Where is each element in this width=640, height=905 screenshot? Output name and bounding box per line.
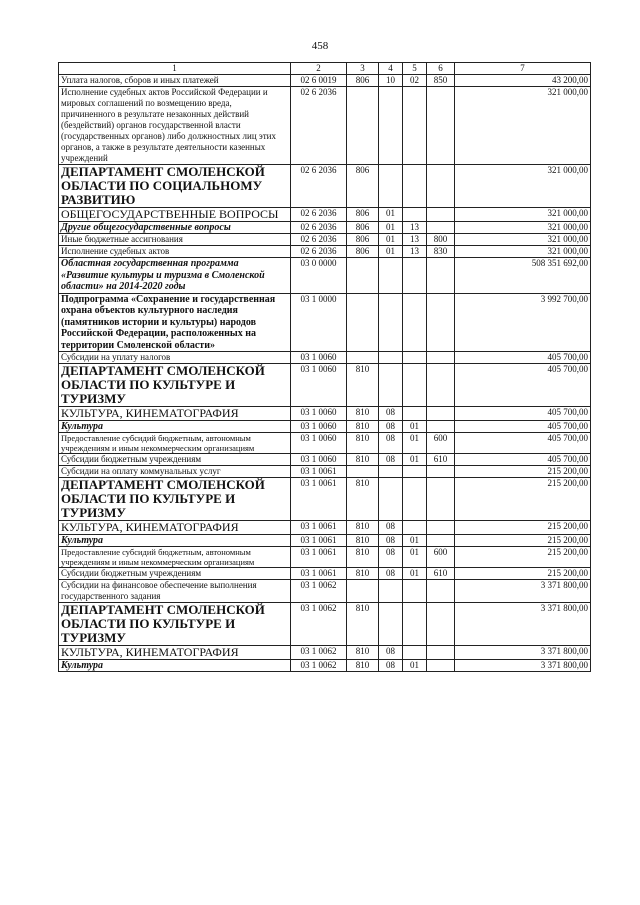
row-subsection-code (403, 208, 427, 222)
row-section-code (379, 352, 403, 364)
table-row (59, 165, 591, 208)
row-name: Субсидии на финансовое обеспечение выполнения государственного задания (59, 580, 291, 603)
row-amount: 321 000,00 (455, 246, 591, 258)
header-col-2: 2 (291, 63, 347, 75)
row-grbs-code: 810 (347, 454, 379, 466)
row-section-code (379, 293, 403, 352)
row-amount: 321 000,00 (455, 87, 591, 165)
row-name: Культура (59, 535, 291, 547)
row-subsection-code: 01 (403, 568, 427, 580)
table-row (59, 454, 591, 466)
row-amount: 43 200,00 (455, 75, 591, 87)
row-grbs-code: 810 (347, 660, 379, 672)
row-target-code: 03 1 0060 (291, 433, 347, 454)
row-expense-type-code (427, 352, 455, 364)
row-grbs-code: 806 (347, 75, 379, 87)
row-amount: 321 000,00 (455, 234, 591, 246)
row-amount: 405 700,00 (455, 454, 591, 466)
row-subsection-code (403, 521, 427, 535)
row-target-code: 03 1 0060 (291, 364, 347, 407)
row-subsection-code: 13 (403, 222, 427, 234)
row-name: Подпрограмма «Сохранение и государственная охрана объектов культурного наследия (памятников истории и культуры) народов Российской Федерации, расположенных на территории Смоленской области» (59, 293, 291, 352)
row-name: КУЛЬТУРА, КИНЕМАТОГРАФИЯ (59, 646, 291, 660)
row-target-code: 03 1 0061 (291, 547, 347, 568)
table-row (59, 433, 591, 454)
row-amount: 3 371 800,00 (455, 660, 591, 672)
row-grbs-code: 810 (347, 646, 379, 660)
row-amount: 321 000,00 (455, 222, 591, 234)
row-amount: 321 000,00 (455, 165, 591, 208)
row-target-code: 03 1 0061 (291, 478, 347, 521)
row-name: Предоставление субсидий бюджетным, автономным учреждениям и иным некоммерческим организациям (59, 547, 291, 568)
table-row (59, 660, 591, 672)
table-row (59, 407, 591, 421)
row-grbs-code: 810 (347, 407, 379, 421)
row-name: Субсидии бюджетным учреждениям (59, 568, 291, 580)
row-section-code (379, 478, 403, 521)
row-subsection-code: 01 (403, 660, 427, 672)
row-expense-type-code: 850 (427, 75, 455, 87)
row-target-code: 03 1 0061 (291, 568, 347, 580)
table-row (59, 246, 591, 258)
row-expense-type-code (427, 646, 455, 660)
row-amount: 215 200,00 (455, 535, 591, 547)
header-row (59, 63, 591, 75)
row-expense-type-code (427, 165, 455, 208)
table-row (59, 535, 591, 547)
row-target-code: 03 1 0060 (291, 407, 347, 421)
row-grbs-code: 810 (347, 603, 379, 646)
row-target-code: 03 1 0061 (291, 466, 347, 478)
table-row (59, 222, 591, 234)
row-name: Предоставление субсидий бюджетным, автономным учреждениям и иным некоммерческим организациям (59, 433, 291, 454)
row-name: Уплата налогов, сборов и иных платежей (59, 75, 291, 87)
table-row (59, 580, 591, 603)
row-expense-type-code (427, 466, 455, 478)
row-subsection-code (403, 466, 427, 478)
row-target-code: 03 1 0062 (291, 580, 347, 603)
row-target-code: 03 1 0062 (291, 646, 347, 660)
header-col-4: 4 (379, 63, 403, 75)
row-section-code (379, 258, 403, 294)
row-section-code: 08 (379, 547, 403, 568)
row-name: КУЛЬТУРА, КИНЕМАТОГРАФИЯ (59, 521, 291, 535)
row-amount: 3 371 800,00 (455, 603, 591, 646)
table-row (59, 521, 591, 535)
row-section-code: 01 (379, 246, 403, 258)
table-row (59, 258, 591, 294)
row-grbs-code: 806 (347, 246, 379, 258)
row-expense-type-code (427, 478, 455, 521)
header-col-7: 7 (455, 63, 591, 75)
row-target-code: 02 6 2036 (291, 234, 347, 246)
row-section-code: 01 (379, 234, 403, 246)
row-subsection-code: 13 (403, 234, 427, 246)
row-section-code: 08 (379, 421, 403, 433)
row-target-code: 03 1 0000 (291, 293, 347, 352)
table-row (59, 234, 591, 246)
row-name: Исполнение судебных актов Российской Федерации и мировых соглашений по возмещению вреда, причиненного в результате незаконных действий (бездействий) органов государственной власти (государственных органов) либо должностных лиц этих органов, а также в результате деятельности казенных учреждений (59, 87, 291, 165)
row-section-code (379, 364, 403, 407)
row-grbs-code: 806 (347, 222, 379, 234)
row-amount: 508 351 692,00 (455, 258, 591, 294)
row-section-code: 08 (379, 646, 403, 660)
row-amount: 321 000,00 (455, 208, 591, 222)
row-expense-type-code: 610 (427, 454, 455, 466)
row-grbs-code (347, 87, 379, 165)
row-section-code: 08 (379, 407, 403, 421)
row-subsection-code (403, 580, 427, 603)
table-row (59, 603, 591, 646)
row-subsection-code (403, 478, 427, 521)
row-grbs-code (347, 352, 379, 364)
row-subsection-code: 01 (403, 454, 427, 466)
row-name: Иные бюджетные ассигнования (59, 234, 291, 246)
table-row (59, 421, 591, 433)
row-expense-type-code: 830 (427, 246, 455, 258)
table-row (59, 568, 591, 580)
row-amount: 3 371 800,00 (455, 580, 591, 603)
row-section-code (379, 603, 403, 646)
table-row (59, 87, 591, 165)
row-amount: 215 200,00 (455, 521, 591, 535)
row-subsection-code (403, 258, 427, 294)
row-name: ДЕПАРТАМЕНТ СМОЛЕНСКОЙ ОБЛАСТИ ПО КУЛЬТУРЕ И ТУРИЗМУ (59, 364, 291, 407)
row-grbs-code (347, 580, 379, 603)
row-section-code: 08 (379, 660, 403, 672)
row-name: Субсидии на оплату коммунальных услуг (59, 466, 291, 478)
row-expense-type-code (427, 222, 455, 234)
header-col-5: 5 (403, 63, 427, 75)
row-target-code: 03 1 0061 (291, 521, 347, 535)
row-subsection-code (403, 352, 427, 364)
row-target-code: 02 6 2036 (291, 246, 347, 258)
row-grbs-code: 806 (347, 234, 379, 246)
row-amount: 3 992 700,00 (455, 293, 591, 352)
table-row (59, 352, 591, 364)
row-name: Областная государственная программа «Развитие культуры и туризма в Смоленской области» на 2014-2020 годы (59, 258, 291, 294)
row-target-code: 03 1 0062 (291, 660, 347, 672)
row-grbs-code (347, 293, 379, 352)
row-target-code: 03 1 0060 (291, 454, 347, 466)
row-expense-type-code (427, 87, 455, 165)
table-row (59, 364, 591, 407)
row-grbs-code: 810 (347, 433, 379, 454)
page-number: 458 (311, 40, 329, 52)
row-expense-type-code (427, 407, 455, 421)
row-amount: 3 371 800,00 (455, 646, 591, 660)
table-row (59, 208, 591, 222)
row-target-code: 02 6 2036 (291, 87, 347, 165)
row-subsection-code: 13 (403, 246, 427, 258)
table-body (59, 75, 591, 672)
row-expense-type-code (427, 535, 455, 547)
table-header (59, 63, 591, 75)
row-expense-type-code (427, 364, 455, 407)
row-expense-type-code: 600 (427, 433, 455, 454)
budget-table (58, 62, 591, 672)
row-section-code: 10 (379, 75, 403, 87)
table-row (59, 293, 591, 352)
header-col-6: 6 (427, 63, 455, 75)
row-subsection-code: 01 (403, 433, 427, 454)
row-subsection-code: 01 (403, 421, 427, 433)
row-target-code: 02 6 2036 (291, 208, 347, 222)
row-section-code (379, 165, 403, 208)
row-expense-type-code: 600 (427, 547, 455, 568)
row-amount: 405 700,00 (455, 364, 591, 407)
row-grbs-code (347, 466, 379, 478)
row-name: Культура (59, 421, 291, 433)
row-grbs-code: 810 (347, 547, 379, 568)
row-target-code: 02 6 0019 (291, 75, 347, 87)
row-name: ОБЩЕГОСУДАРСТВЕННЫЕ ВОПРОСЫ (59, 208, 291, 222)
row-expense-type-code: 800 (427, 234, 455, 246)
row-target-code: 02 6 2036 (291, 165, 347, 208)
row-expense-type-code: 610 (427, 568, 455, 580)
row-target-code: 03 1 0060 (291, 352, 347, 364)
row-amount: 215 200,00 (455, 466, 591, 478)
row-target-code: 03 1 0061 (291, 535, 347, 547)
row-amount: 215 200,00 (455, 547, 591, 568)
header-col-1: 1 (59, 63, 291, 75)
row-name: Субсидии бюджетным учреждениям (59, 454, 291, 466)
row-name: КУЛЬТУРА, КИНЕМАТОГРАФИЯ (59, 407, 291, 421)
row-grbs-code: 810 (347, 421, 379, 433)
row-subsection-code (403, 364, 427, 407)
row-grbs-code: 806 (347, 165, 379, 208)
row-expense-type-code (427, 208, 455, 222)
row-amount: 215 200,00 (455, 478, 591, 521)
row-grbs-code (347, 258, 379, 294)
row-expense-type-code (427, 258, 455, 294)
row-name: ДЕПАРТАМЕНТ СМОЛЕНСКОЙ ОБЛАСТИ ПО КУЛЬТУРЕ И ТУРИЗМУ (59, 603, 291, 646)
row-name: Субсидии на уплату налогов (59, 352, 291, 364)
row-section-code: 01 (379, 208, 403, 222)
table-row (59, 466, 591, 478)
table-row (59, 547, 591, 568)
row-grbs-code: 810 (347, 568, 379, 580)
row-expense-type-code (427, 521, 455, 535)
row-expense-type-code (427, 580, 455, 603)
row-name: Исполнение судебных актов (59, 246, 291, 258)
row-amount: 405 700,00 (455, 421, 591, 433)
row-subsection-code (403, 293, 427, 352)
row-grbs-code: 810 (347, 478, 379, 521)
row-target-code: 03 0 0000 (291, 258, 347, 294)
row-subsection-code: 01 (403, 547, 427, 568)
header-col-3: 3 (347, 63, 379, 75)
row-expense-type-code (427, 293, 455, 352)
row-expense-type-code (427, 603, 455, 646)
row-section-code: 08 (379, 535, 403, 547)
table-row (59, 478, 591, 521)
row-grbs-code: 810 (347, 535, 379, 547)
row-expense-type-code (427, 660, 455, 672)
row-name: Другие общегосударственные вопросы (59, 222, 291, 234)
row-subsection-code: 02 (403, 75, 427, 87)
row-subsection-code (403, 87, 427, 165)
row-amount: 405 700,00 (455, 407, 591, 421)
row-section-code (379, 87, 403, 165)
row-expense-type-code (427, 421, 455, 433)
row-section-code: 01 (379, 222, 403, 234)
row-section-code (379, 580, 403, 603)
table-row (59, 646, 591, 660)
row-grbs-code: 806 (347, 208, 379, 222)
row-section-code: 08 (379, 521, 403, 535)
row-subsection-code (403, 646, 427, 660)
row-section-code: 08 (379, 568, 403, 580)
row-name: ДЕПАРТАМЕНТ СМОЛЕНСКОЙ ОБЛАСТИ ПО СОЦИАЛЬНОМУ РАЗВИТИЮ (59, 165, 291, 208)
row-name: ДЕПАРТАМЕНТ СМОЛЕНСКОЙ ОБЛАСТИ ПО КУЛЬТУРЕ И ТУРИЗМУ (59, 478, 291, 521)
row-subsection-code (403, 603, 427, 646)
row-subsection-code (403, 165, 427, 208)
row-amount: 405 700,00 (455, 433, 591, 454)
row-grbs-code: 810 (347, 521, 379, 535)
row-section-code: 08 (379, 433, 403, 454)
row-name: Культура (59, 660, 291, 672)
row-section-code: 08 (379, 454, 403, 466)
row-target-code: 03 1 0060 (291, 421, 347, 433)
row-amount: 215 200,00 (455, 568, 591, 580)
table-row (59, 75, 591, 87)
row-grbs-code: 810 (347, 364, 379, 407)
row-section-code (379, 466, 403, 478)
row-amount: 405 700,00 (455, 352, 591, 364)
row-target-code: 03 1 0062 (291, 603, 347, 646)
row-subsection-code: 01 (403, 535, 427, 547)
row-subsection-code (403, 407, 427, 421)
row-target-code: 02 6 2036 (291, 222, 347, 234)
